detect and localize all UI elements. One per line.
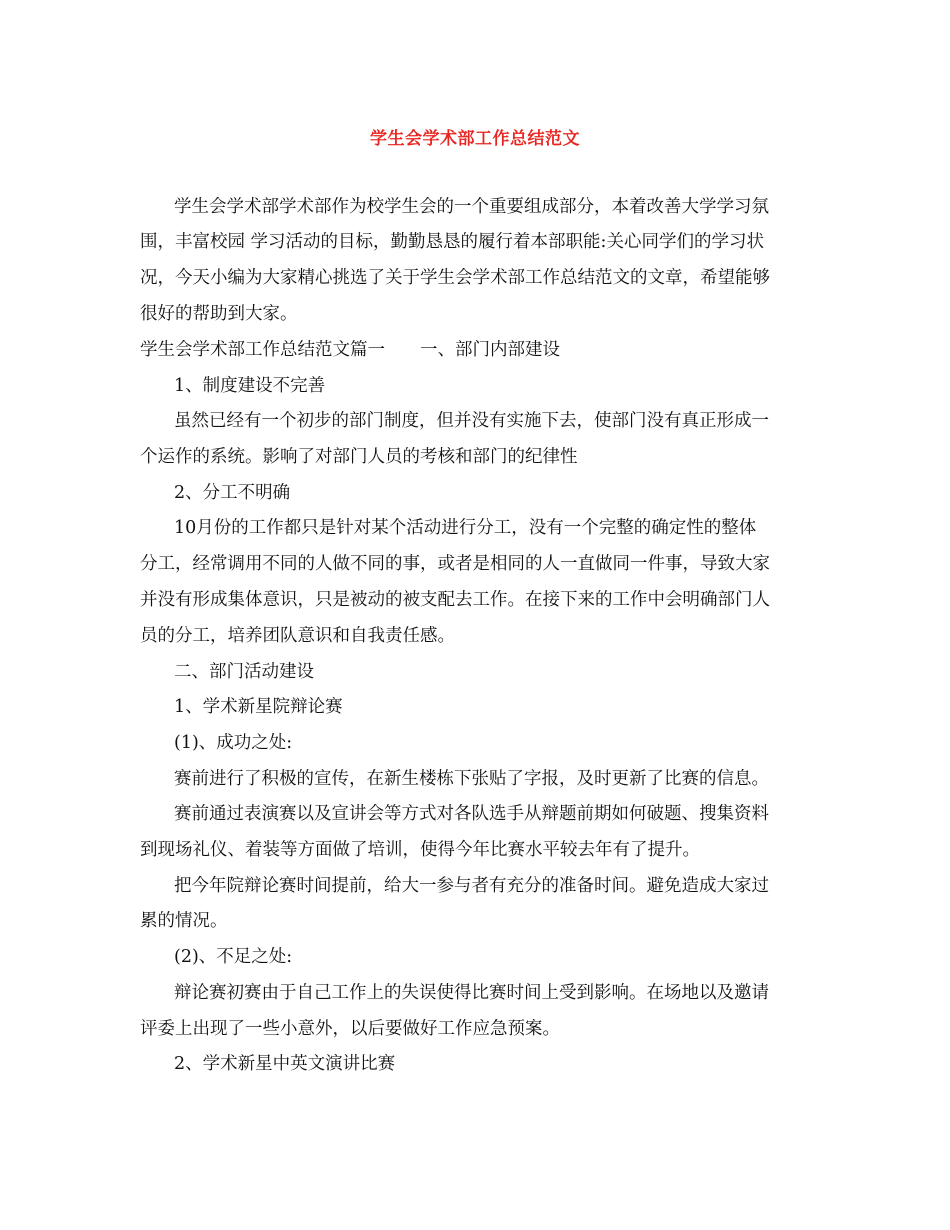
body-line: 分工，经常调用不同的人做不同的事，或者是相同的人一直做同一件事，导致大家	[140, 554, 770, 574]
body-line: 辩论赛初赛由于自己工作上的失误使得比赛时间上受到影响。在场地以及邀请	[174, 983, 769, 1003]
body-line: 围，丰富校园 学习活动的目标，勤勤恳恳的履行着本部职能:关心同学们的学习状	[140, 232, 764, 252]
body-line: 把今年院辩论赛时间提前，给大一参与者有充分的准备时间。避免造成大家过	[174, 876, 769, 896]
body-line: 到现场礼仪、着装等方面做了培训，使得今年比赛水平较去年有了提升。	[140, 840, 700, 860]
body-line: 个运作的系统。影响了对部门人员的考核和部门的纪律性	[140, 447, 578, 467]
body-line: 累的情况。	[140, 911, 228, 931]
body-line: 10月份的工作都只是针对某个活动进行分工，没有一个完整的确定性的整体	[174, 518, 757, 538]
document-title: 学生会学术部工作总结范文	[370, 129, 580, 149]
body-line: 虽然已经有一个初步的部门制度，但并没有实施下去，使部门没有真正形成一	[174, 411, 769, 431]
body-line: 赛前通过表演赛以及宣讲会等方式对各队选手从辩题前期如何破题、搜集资料	[174, 804, 769, 824]
subheading-line: (2)、不足之处:	[174, 947, 293, 967]
body-line: 评委上出现了一些小意外，以后要做好工作应急预案。	[140, 1019, 560, 1039]
subheading-line: 1、制度建设不完善	[174, 376, 326, 396]
subheading-line: 2、学术新星中英文演讲比赛	[174, 1054, 396, 1074]
section-heading-line: 学生会学术部工作总结范文篇一 一、部门内部建设	[140, 340, 560, 360]
body-line: 员的分工，培养团队意识和自我责任感。	[140, 626, 455, 646]
subheading-line: 1、学术新星院辩论赛	[174, 697, 343, 717]
subheading-line: (1)、成功之处:	[174, 733, 293, 753]
body-line: 并没有形成集体意识，只是被动的被支配去工作。在接下来的工作中会明确部门人	[140, 590, 770, 610]
body-line: 学生会学术部学术部作为校学生会的一个重要组成部分，本着改善大学学习氛	[174, 197, 769, 217]
body-line: 赛前进行了积极的宣传，在新生楼栋下张贴了字报，及时更新了比赛的信息。	[174, 769, 769, 789]
section-heading-line: 二、部门活动建设	[174, 662, 314, 682]
body-line: 很好的帮助到大家。	[140, 304, 298, 324]
subheading-line: 2、分工不明确	[174, 483, 291, 503]
body-line: 况，今天小编为大家精心挑选了关于学生会学术部工作总结范文的文章，希望能够	[140, 268, 770, 288]
